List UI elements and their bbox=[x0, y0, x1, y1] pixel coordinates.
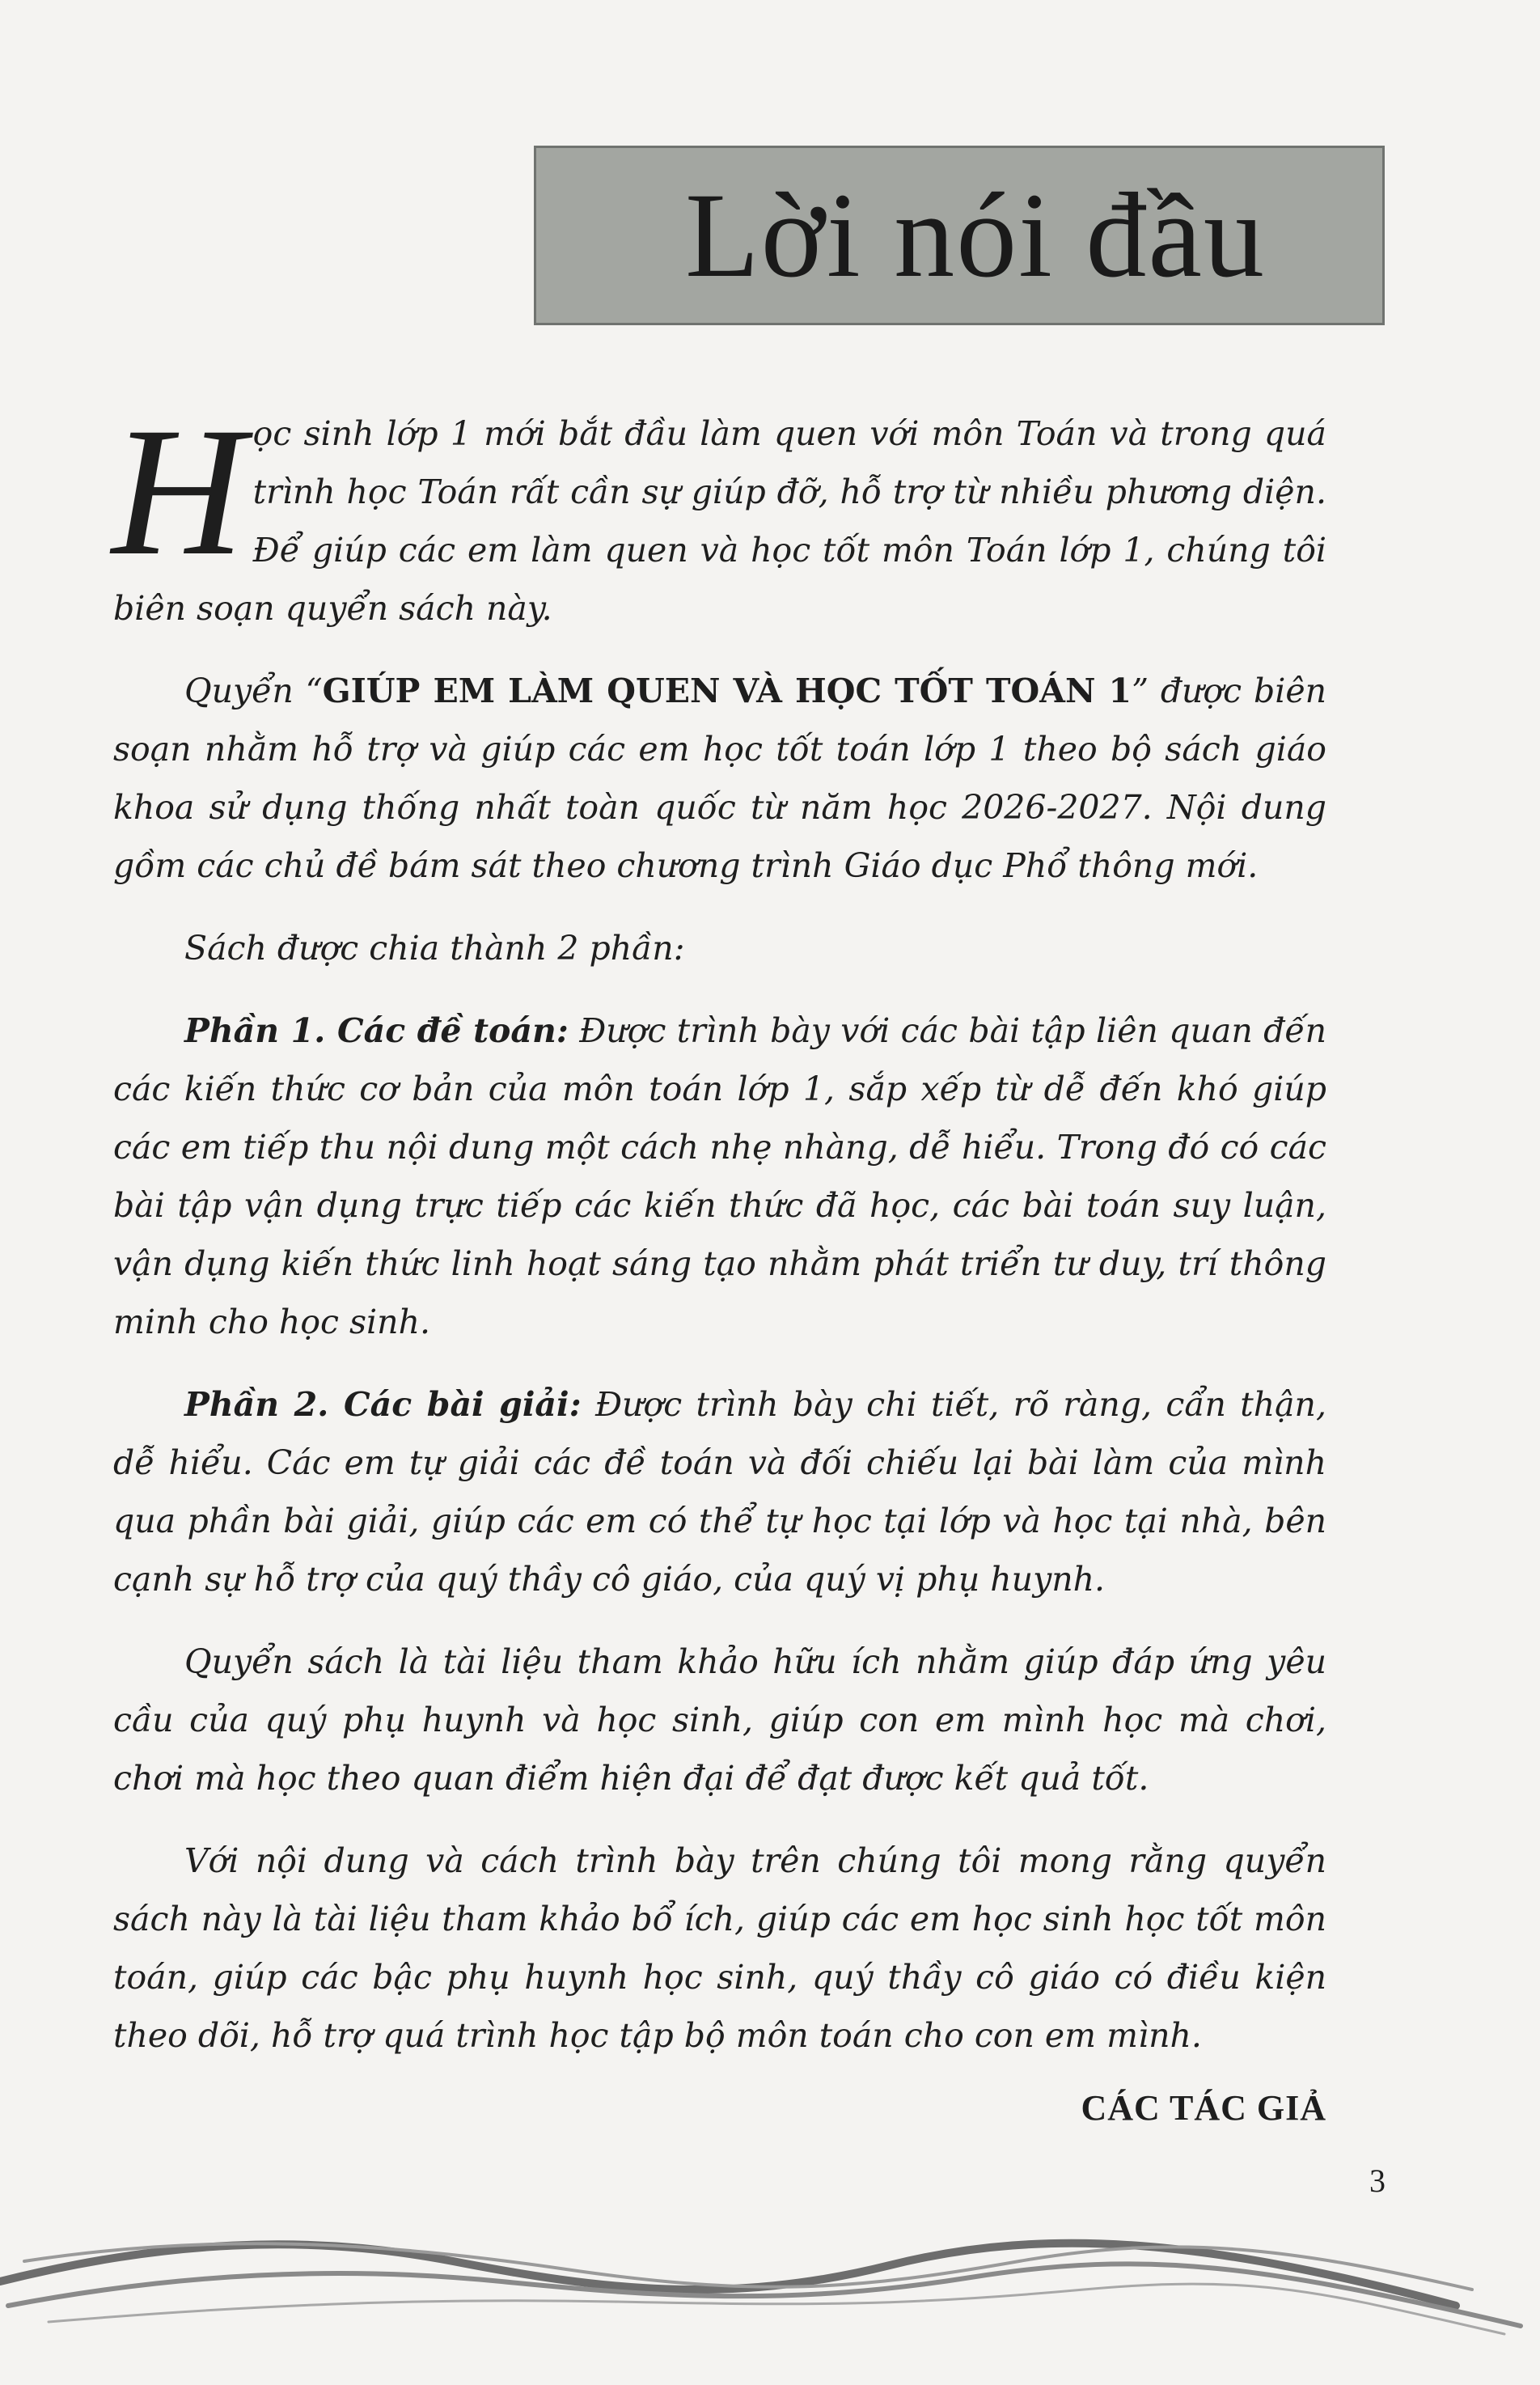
title-banner bbox=[534, 146, 1385, 325]
intro-text: ọc sinh lớp 1 mới bắt đầu làm quen với môn Toán và trong quá trình học Toán rất cần sự giúp đỡ, hỗ trợ từ nhiều phương diện. Để giúp các em làm quen và học tốt môn Toán lớp 1, chúng tôi biên soạn quyển sách này. bbox=[113, 414, 1326, 628]
preface-body bbox=[112, 390, 1326, 2065]
sections-intro-paragraph: Sách được chia thành 2 phần: bbox=[184, 929, 685, 968]
authors-signature: CÁC TÁC GIẢ bbox=[1081, 2088, 1326, 2128]
part1-paragraph bbox=[113, 1002, 1326, 1351]
part1-text: Được trình bày với các bài tập liên quan đến các kiến thức cơ bản của môn toán lớp 1, sắp xếp từ dễ đến khó giúp các em tiếp thu nội dung một cách nhẹ nhàng, dễ hiểu. Trong đó có các bài tập vận dụng trực tiếp các kiến thức đã học, các bài toán suy luận, vận dụng kiến thức linh hoạt sáng tạo nhằm phát triển tư duy, trí thông minh cho học sinh. bbox=[113, 1011, 1326, 1341]
page-number: 3 bbox=[1369, 2163, 1386, 2199]
part1-label: Phần 1. Các đề toán: bbox=[184, 1011, 569, 1050]
page-title: Lời nói đầu bbox=[685, 168, 1266, 303]
book-intro-paragraph bbox=[113, 662, 1326, 895]
part2-label: Phần 2. Các bài giải: bbox=[184, 1385, 582, 1424]
usefulness-paragraph: Quyển sách là tài liệu tham khảo hữu ích nhằm giúp đáp ứng yêu cầu của quý phụ huynh và học sinh, giúp con em mình học mà chơi, chơi mà học theo quan điểm hiện đại để đạt được kết quả tốt. bbox=[113, 1642, 1326, 1798]
book-intro-prefix: Quyển “ bbox=[184, 671, 323, 710]
book-title: GIÚP EM LÀM QUEN VÀ HỌC TỐT TOÁN 1 bbox=[322, 671, 1132, 710]
intro-paragraph bbox=[112, 390, 1326, 638]
decorative-swoosh-icon bbox=[0, 2184, 1540, 2362]
book-intro-suffix: ” được biên soạn nhằm hỗ trợ và giúp các em học tốt toán lớp 1 theo bộ sách giáo khoa sử dụng thống nhất toàn quốc từ năm học 2026-2027. Nội dung gồm các chủ đề bám sát theo chương trình Giáo dục Phổ thông mới. bbox=[113, 671, 1326, 885]
drop-cap: H bbox=[112, 390, 245, 594]
part2-paragraph bbox=[113, 1375, 1326, 1608]
part2-text: Được trình bày chi tiết, rõ ràng, cẩn thận, dễ hiểu. Các em tự giải các đề toán và đối chiếu lại bài làm của mình qua phần bài giải, giúp các em có thể tự học tại lớp và học tại nhà, bên cạnh sự hỗ trợ của quý thầy cô giáo, của quý vị phụ huynh. bbox=[113, 1385, 1326, 1599]
closing-paragraph: Với nội dung và cách trình bày trên chúng tôi mong rằng quyển sách này là tài liệu tham khảo bổ ích, giúp các em học sinh học tốt môn toán, giúp các bậc phụ huynh học sinh, quý thầy cô giáo có điều kiện theo dõi, hỗ trợ quá trình học tập bộ môn toán cho con em mình. bbox=[113, 1841, 1326, 2055]
